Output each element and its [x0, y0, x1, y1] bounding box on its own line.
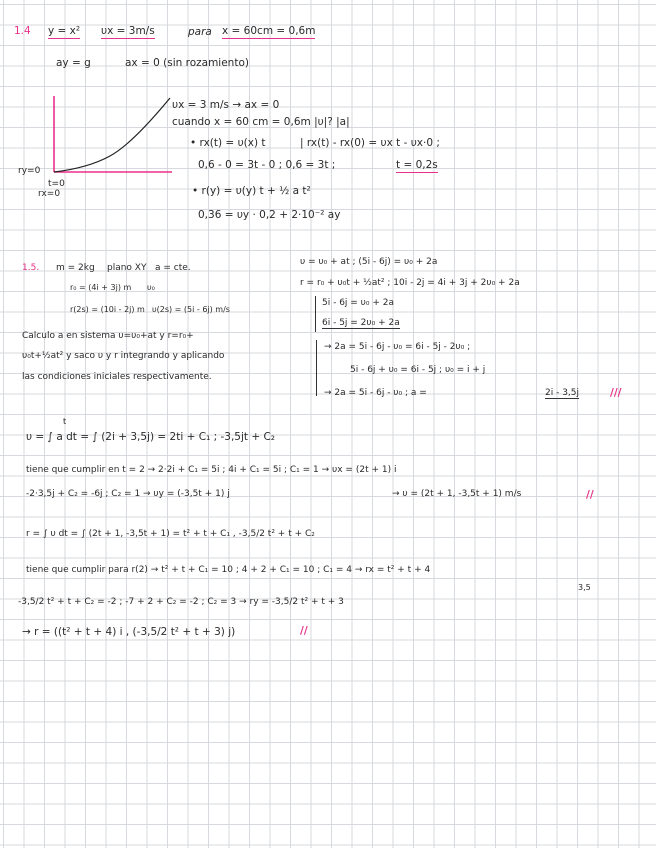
graph-ry-label: ry=0 [18, 166, 41, 176]
p14-line-6: 0,36 = υy · 0,2 + 2·10⁻² ay [198, 209, 341, 221]
explanation-line-2: υ₀t+½at² y saco υ y r integrando y aplicando [22, 351, 225, 361]
acceleration-constant: a = cte. [155, 263, 191, 273]
ay-value: ay = g [56, 57, 91, 69]
result-bracket [316, 340, 317, 396]
ax-value: ax = 0 (sin rozamiento) [125, 57, 249, 69]
velocity-x: υx = 3m/s [101, 25, 155, 37]
para-label: para [188, 26, 212, 38]
mass: m = 2kg [56, 263, 95, 273]
position-at-2s: r(2s) = (10i - 2j) m [70, 305, 145, 314]
velocity-condition-x: tiene que cumplir en t = 2 → 2·2i + C₁ = 5i ; 4i + C₁ = 5i ; C₁ = 1 → υx = (2t + 1) i [26, 465, 397, 475]
acceleration-result: 2i - 3,5j [545, 388, 580, 398]
velocity-condition-y: -2·3,5j + C₂ = -6j ; C₂ = 1 → υy = (-3,5t + 1) j [26, 489, 230, 499]
graph-t-label: t=0 [48, 179, 65, 189]
solve-line-3: → 2a = 5i - 6j - υ₀ ; a = [324, 388, 427, 398]
position-integral: r = ∫ υ dt = ∫ (2t + 1, -3,5t + 1) = t² + t + C₁ , -3,5/2 t² + t + C₂ [26, 529, 315, 539]
problem-number-1-5: 1.5. [22, 263, 40, 273]
initial-velocity: υ₀ [147, 283, 155, 292]
system-equation-1: 5i - 6j = υ₀ + 2a [322, 298, 395, 308]
system-equation-2: 6i - 5j = 2υ₀ + 2a [322, 318, 400, 328]
velocity-check-mark: // [586, 489, 594, 501]
position-condition-note: 3,5 [578, 583, 591, 592]
p14-time-result: t = 0,2s [396, 159, 438, 171]
integral-upper-limit: t [63, 417, 67, 426]
velocity-integral: υ = ∫ a dt = ∫ (2i + 3,5j) = 2ti + C₁ ; -3,5jt + C₂ [26, 431, 276, 443]
problem-number-1-4: 1.4 [14, 25, 31, 37]
p14-line-1: υx = 3 m/s → ax = 0 [172, 99, 280, 111]
velocity-at-2s: υ(2s) = (5i - 6j) m/s [152, 305, 230, 314]
solve-line-1: → 2a = 5i - 6j - υ₀ = 6i - 5j - 2υ₀ ; [324, 342, 471, 352]
p14-line-2: cuando x = 60 cm = 0,6m |υ|? |a| [172, 116, 350, 128]
acceleration-check-mark: /// [610, 387, 622, 399]
initial-position: r₀ = (4i + 3j) m [70, 283, 132, 292]
p14-line-3b: | rx(t) - rx(0) = υx t - υx·0 ; [300, 137, 440, 149]
explanation-line-1: Calculo a en sistema υ=υ₀+at y r=r₀+ [22, 331, 194, 341]
final-position: → r = ((t² + t + 4) i , (-3,5/2 t² + t + 3) j) [22, 626, 236, 638]
plane: plano XY [107, 263, 147, 273]
equation-velocity: υ = υ₀ + at ; (5i - 6j) = υ₀ + 2a [300, 257, 438, 267]
equation-position: r = r₀ + υ₀t + ½at² ; 10i - 2j = 4i + 3j + 2υ₀ + 2a [300, 278, 520, 288]
p14-line-5: • r(y) = υ(y) t + ½ a t² [192, 185, 311, 197]
explanation-line-3: las condiciones iniciales respectivamente. [22, 372, 212, 382]
velocity-result: → υ = (2t + 1, -3,5t + 1) m/s [392, 489, 522, 499]
graph-rx-label: rx=0 [38, 189, 61, 199]
parabola-graph [30, 92, 180, 184]
p14-line-3a: • rx(t) = υ(x) t [190, 137, 266, 149]
solve-line-2: 5i - 6j + υ₀ = 6i - 5j ; υ₀ = i + j [350, 365, 486, 375]
equation-y-x2: y = x² [48, 25, 81, 37]
final-check-mark: // [300, 625, 308, 637]
position-condition-x: tiene que cumplir para r(2) → t² + t + C₁ = 10 ; 4 + 2 + C₁ = 10 ; C₁ = 4 → rx = t² + t + 4 [26, 565, 431, 575]
x-value: x = 60cm = 0,6m [222, 25, 316, 37]
position-condition-y: -3,5/2 t² + t + C₂ = -2 ; -7 + 2 + C₂ = -2 ; C₂ = 3 → ry = -3,5/2 t² + t + 3 [18, 597, 344, 607]
p14-line-4a: 0,6 - 0 = 3t - 0 ; 0,6 = 3t ; [198, 159, 336, 171]
system-brace [315, 296, 316, 332]
